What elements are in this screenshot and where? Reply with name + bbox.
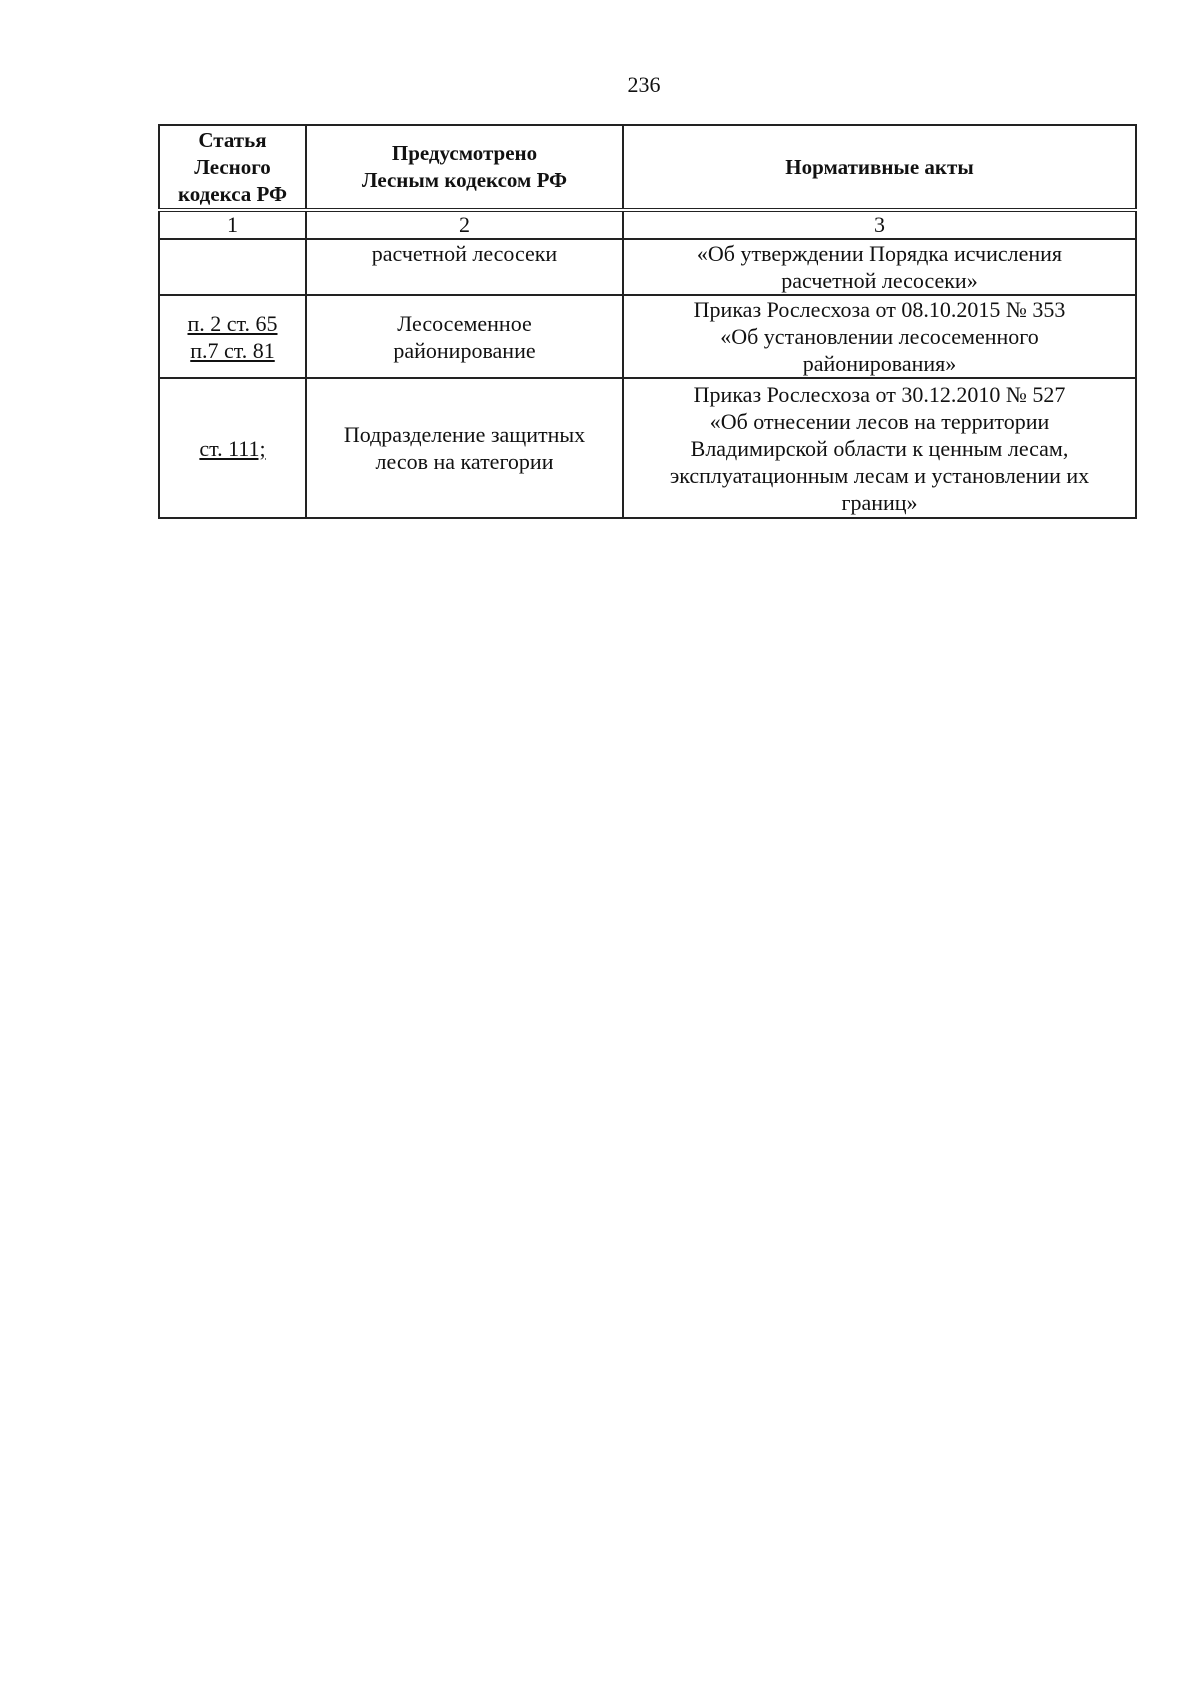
acts-cell xyxy=(623,378,1136,518)
article-cell xyxy=(159,239,306,295)
header-article-line: Лесного xyxy=(194,154,271,179)
article-link[interactable]: п.7 ст. 81 xyxy=(190,337,275,363)
acts-line: «Об утверждении Порядка исчисления xyxy=(696,241,1063,266)
provided-cell xyxy=(306,378,623,518)
article-cell xyxy=(159,295,306,378)
table-row xyxy=(159,378,1136,518)
regulations-table xyxy=(158,124,1137,519)
header-article-line: Статья xyxy=(198,127,267,152)
acts-cell xyxy=(623,295,1136,378)
acts-line: районирования» xyxy=(802,351,957,376)
provided-line: районирование xyxy=(393,337,536,363)
provided-cell xyxy=(306,239,623,295)
header-provided xyxy=(306,125,623,210)
header-article-line: кодекса РФ xyxy=(177,181,288,206)
acts-line: Владимирской области к ценным лесам, xyxy=(690,435,1069,461)
provided-line: Лесосеменное xyxy=(397,310,532,336)
acts-line: «Об отнесении лесов на территории xyxy=(709,408,1050,434)
acts-line: границ» xyxy=(841,489,918,515)
column-number: 3 xyxy=(623,210,1136,239)
column-number: 2 xyxy=(306,210,623,239)
acts-line: эксплуатационным лесам и установлении их xyxy=(669,462,1090,488)
acts-line: «Об установлении лесосеменного xyxy=(720,324,1039,349)
article-cell xyxy=(159,378,306,518)
provided-cell xyxy=(306,295,623,378)
page-number: 236 xyxy=(627,72,661,97)
acts-line: Приказ Рослесхоза от 30.12.2010 № 527 xyxy=(693,381,1066,407)
header-provided-line: Предусмотрено xyxy=(391,141,538,165)
acts-line: Приказ Рослесхоза от 08.10.2015 № 353 xyxy=(693,297,1066,322)
provided-line: лесов на категории xyxy=(375,449,554,474)
table-row xyxy=(159,295,1136,378)
table-row xyxy=(159,239,1136,295)
provided-line: Подразделение защитных xyxy=(343,422,586,447)
provided-line: расчетной лесосеки xyxy=(371,241,558,266)
article-link[interactable]: п. 2 ст. 65 xyxy=(187,310,278,336)
column-number: 1 xyxy=(159,210,306,239)
header-article xyxy=(159,125,306,210)
column-number-row xyxy=(159,210,1136,239)
acts-cell xyxy=(623,239,1136,295)
header-acts: Нормативные акты xyxy=(623,125,1136,210)
article-link[interactable]: ст. 111; xyxy=(199,435,266,461)
table-header-row xyxy=(159,125,1136,210)
acts-line: расчетной лесосеки» xyxy=(781,268,978,293)
header-provided-line: Лесным кодексом РФ xyxy=(361,168,568,192)
